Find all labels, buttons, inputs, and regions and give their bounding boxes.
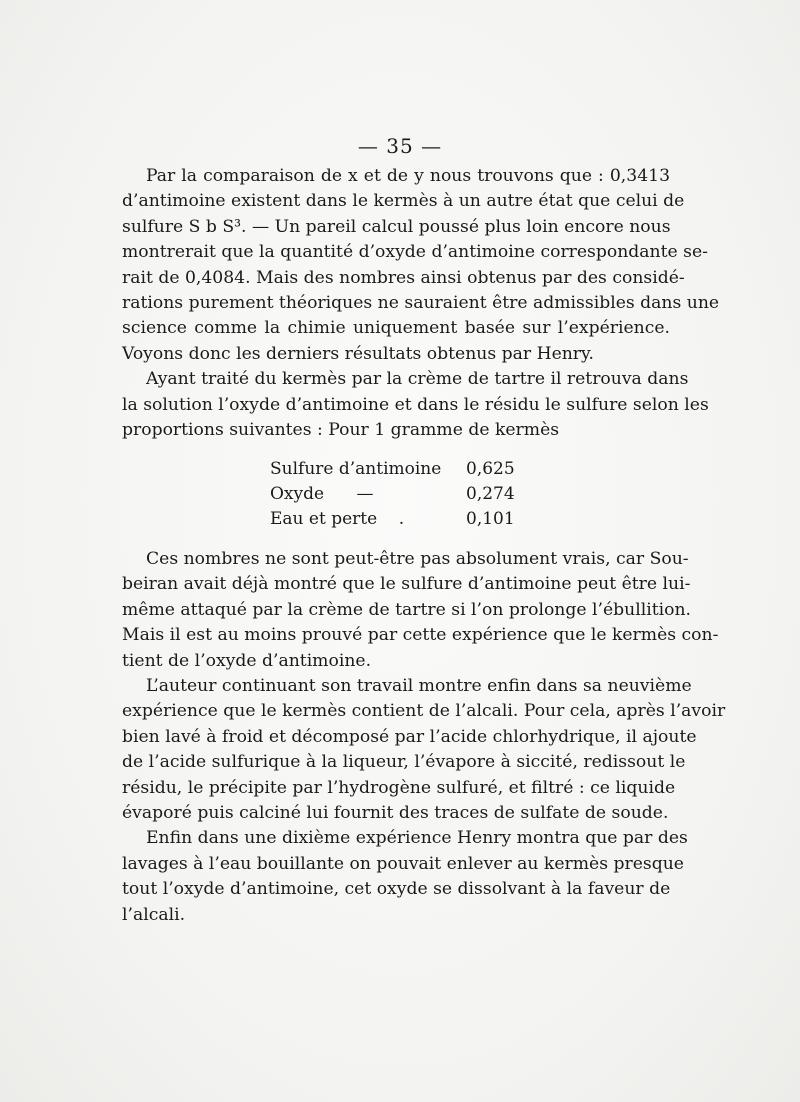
text-line: Par la comparaison de x et de y nous trouvons que : 0,3413 xyxy=(146,166,670,186)
text-line: expérience que le kermès contient de l’alcali. Pour cela, après l’avoir xyxy=(122,701,726,722)
text-line: même attaqué par la crème de tartre si l’on prolonge l’ébullition. xyxy=(122,599,691,620)
text-line: Enfin dans une dixième expérience Henry montra que par des xyxy=(146,828,688,849)
table-row xyxy=(270,507,526,532)
text-line: L’auteur continuant son travail montre enfin dans sa neuvième xyxy=(146,676,692,697)
text-line: Mais il est au moins prouvé par cette expérience que le kermès con- xyxy=(122,625,719,646)
table-value: 0,274 xyxy=(466,484,515,504)
text-line: d’antimoine existent dans le kermès à un autre état que celui de xyxy=(122,191,685,212)
table-row xyxy=(270,457,526,482)
text-block-top xyxy=(122,164,720,443)
text-line: rations purement théoriques ne sauraient être admissibles dans une xyxy=(122,293,720,314)
text-line: montrerait que la quantité d’oxyde d’antimoine correspondante se- xyxy=(122,242,708,263)
text-line: de l’acide sulfurique à la liqueur, l’évapore à siccité, redissout le xyxy=(122,752,686,773)
table-label: Eau et perte . xyxy=(270,509,405,529)
text-line: résidu, le précipite par l’hydrogène sulfuré, et filtré : ce liquide xyxy=(122,777,676,798)
text-line: Ayant traité du kermès par la crème de tartre il retrouva dans xyxy=(146,369,689,390)
text-line: rait de 0,4084. Mais des nombres ainsi obtenus par des considé- xyxy=(122,267,685,288)
table-row xyxy=(270,482,526,507)
table-label: Sulfure d’antimoine xyxy=(270,459,442,479)
table-label: Oxyde — xyxy=(270,484,374,504)
text-line: évaporé puis calciné lui fournit des traces de sulfate de soude. xyxy=(122,803,669,824)
text-line: Voyons donc les derniers résultats obtenus par Henry. xyxy=(122,343,594,364)
text-line: la solution l’oxyde d’antimoine et dans le résidu le sulfure selon les xyxy=(122,394,709,415)
text-line: bien lavé à froid et décomposé par l’acide chlorhydrique, il ajoute xyxy=(122,726,697,747)
text-line: tient de l’oxyde d’antimoine. xyxy=(122,650,372,671)
text-line: l’alcali. xyxy=(122,904,186,925)
table-value: 0,625 xyxy=(466,459,515,479)
text-line: beiran avait déjà montré que le sulfure d’antimoine peut être lui- xyxy=(122,574,691,595)
composition-table xyxy=(270,457,526,532)
text-line: proportions suivantes : Pour 1 gramme de kermès xyxy=(122,420,560,441)
text-line: lavages à l’eau bouillante on pouvait enlever au kermès presque xyxy=(122,853,684,874)
text-block-bottom xyxy=(122,547,726,928)
table-value: 0,101 xyxy=(466,509,515,529)
page-number: — 35 — xyxy=(357,134,443,158)
text-line: science comme la chimie uniquement basée sur l’expérience. xyxy=(122,318,670,339)
text-line: tout l’oxyde d’antimoine, cet oxyde se dissolvant à la faveur de xyxy=(122,879,671,900)
text-line: sulfure S b S³. — Un pareil calcul poussé plus loin encore nous xyxy=(122,216,671,237)
text-line: Ces nombres ne sont peut-être pas absolument vrais, car Sou- xyxy=(146,549,689,569)
